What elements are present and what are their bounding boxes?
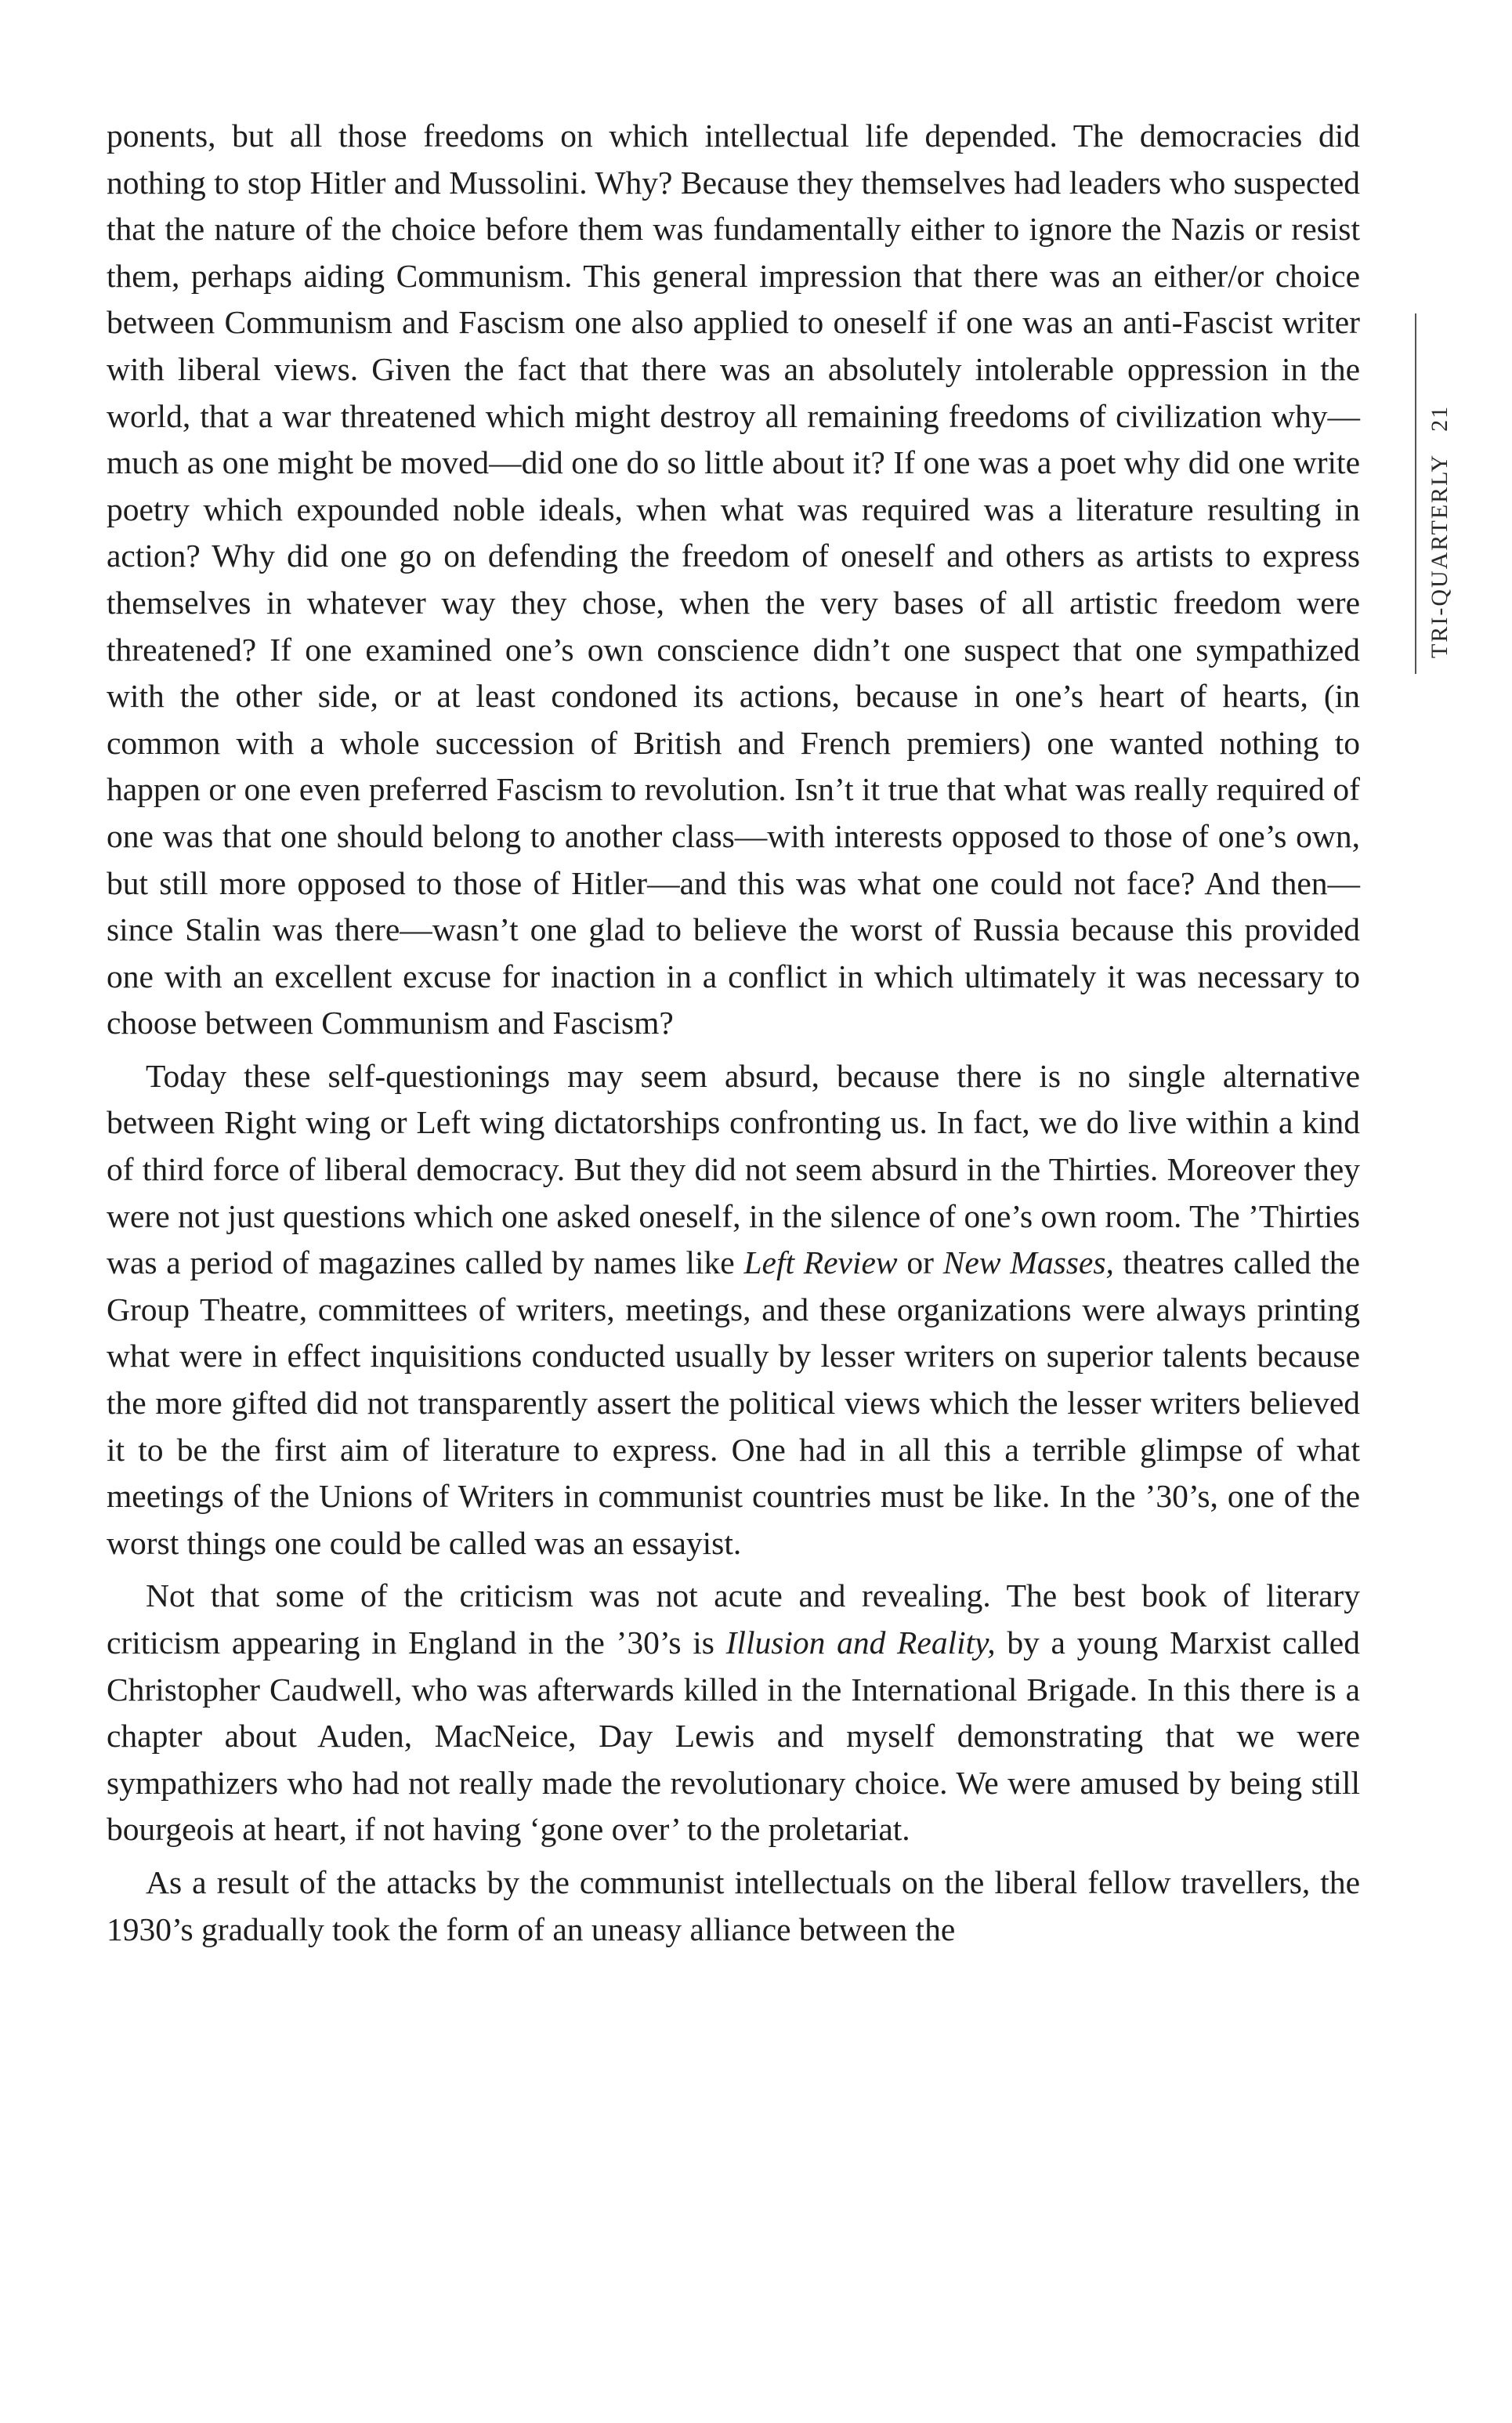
running-head-rule	[1415, 313, 1416, 674]
journal-name: TRI-QUARTERLY	[1427, 453, 1452, 658]
page-number: 21	[1427, 404, 1452, 432]
body-text	[107, 113, 1360, 1959]
paragraph-2-text-b: or	[897, 1244, 943, 1281]
paragraph-1: ponents, but all those freedoms on which intellectual life depended. The democracies did nothing to stop Hitler and Mussolini. Why? Because they themselves had leaders who suspected that the nature of the choice before them was fundamentally either to ignore the Nazis or resist them, perhaps aiding Communism. This general impression that there was an either/or choice between Communism and Fascism one also applied to oneself if one was an anti-Fascist writer with liberal views. Given the fact that there was an absolutely intolerable oppression in the world, that a war threatened which might destroy all remaining freedoms of civilization why—much as one might be moved—did one do so little about it? If one was a poet why did one write poetry which expounded noble ideals, when what was required was a literature resulting in action? Why did one go on defending the freedom of oneself and others as artists to express themselves in whatever way they chose, when the very bases of all artistic freedom were threatened? If one examined one’s own conscience didn’t one suspect that one sympathized with the other side, or at least condoned its actions, because in one’s heart of hearts, (in common with a whole succession of British and French premiers) one wanted nothing to happen or one even preferred Fascism to revolution. Isn’t it true that what was really required of one was that one should belong to another class—with interests opposed to those of one’s own, but still more opposed to those of Hitler—and this was what one could not face? And then—since Stalin was there—wasn’t one glad to believe the worst of Russia because this provided one with an excellent excuse for inaction in a conflict in which ultimately it was necessary to choose between Communism and Fascism?	[107, 118, 1360, 1041]
paragraph-2-text-c: theatres called the Group Theatre, committees of writers, meetings, and these organizations were always printing what were in effect inquisitions conducted usually by lesser writers on superior talents because the more gifted did not transparently assert the political views which the lesser writers believed it to be the first aim of literature to express. One had in all this a terrible glimpse of what meetings of the Unions of Writers in communist countries must be like. In the ’30’s, one of the worst things one could be called was an essayist.	[107, 1244, 1360, 1561]
paragraph-2-text-a: Today these self-questionings may seem absurd, because there is no single alternative between Right wing or Left wing dictatorships confronting us. In fact, we do live within a kind of third force of liberal democracy. But they did not seem absurd in the Thirties. Moreover they were not just questions which one asked oneself, in the silence of one’s own room. The ’Thirties was a period of magazines called by names like	[107, 1057, 1360, 1281]
paragraph-3-text-b: by a young Marxist called Christopher Caudwell, who was afterwards killed in the International Brigade. In this there is a chapter about Auden, MacNeice, Day Lewis and myself demonstrating that we were sympathizers who had not really made the revolutionary choice. We were amused by being still bourgeois at heart, if not having ‘gone over’ to the proletariat.	[107, 1624, 1360, 1848]
paragraph-3-text-a: Not that some of the criticism was not acute and revealing. The best book of literary criticism appearing in England in the ’30’s is	[107, 1577, 1360, 1661]
running-head	[1421, 313, 1459, 658]
paragraph-4: As a result of the attacks by the communist intellectuals on the liberal fellow travellers, the 1930’s gradually took the form of an uneasy alliance between the	[107, 1863, 1360, 1947]
title-illusion-and-reality: Illusion and Reality,	[725, 1624, 996, 1661]
paragraph-3	[107, 1573, 1360, 1853]
paragraph-2	[107, 1053, 1360, 1567]
title-new-masses: New Masses,	[942, 1244, 1114, 1281]
title-left-review: Left Review	[743, 1244, 898, 1281]
